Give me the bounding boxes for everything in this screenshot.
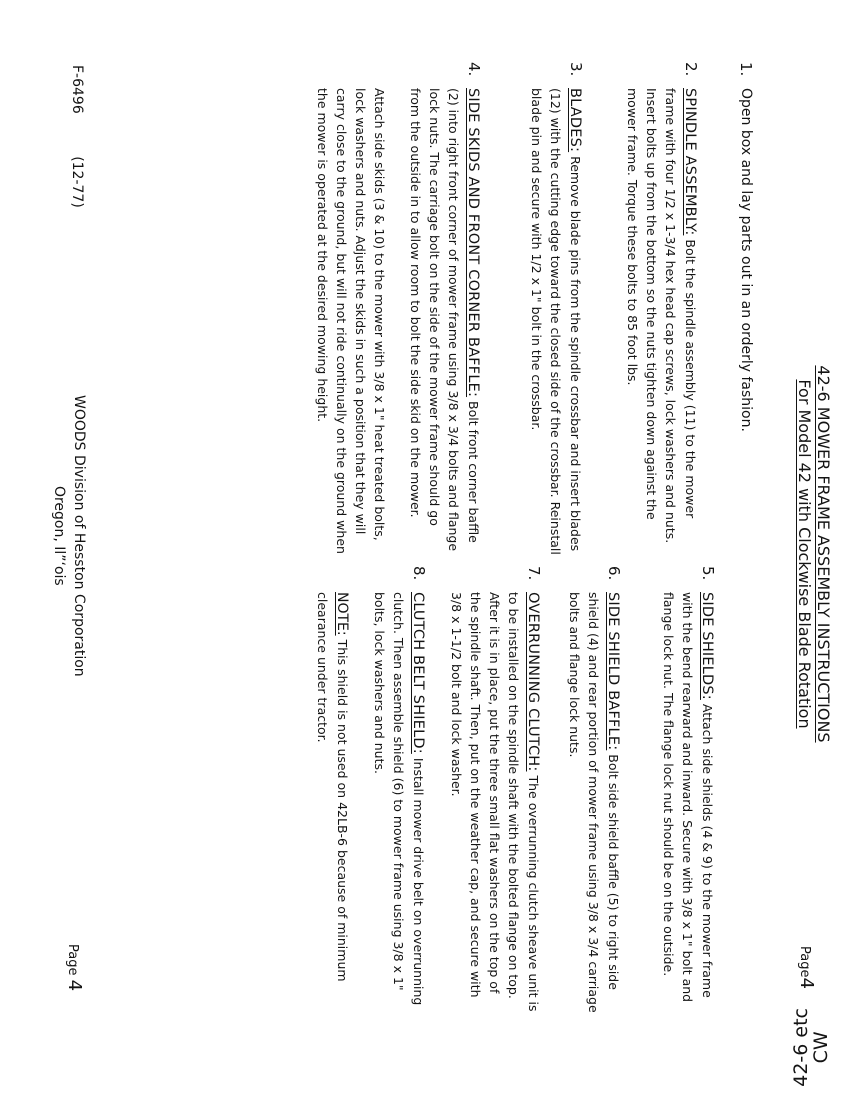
step-number: 3.	[567, 62, 585, 77]
step-text: Bolt front corner baffle (2) into right front corner of mower frame using 3/8 x 3/4 bolts and flange lock nuts. The carriage bolt on the side of the mower frame should go from the outside in to allow room to bolt the side skid on the mower.	[408, 88, 481, 552]
step-number: 7.	[525, 566, 543, 581]
title-line-1: 42-6 MOWER FRAME ASSEMBLY INSTRUCTIONS	[814, 365, 833, 743]
page-number-top	[796, 946, 817, 989]
step-text: Bolt side shield baffle (5) to right side shield (4) and rear portion of mower frame using 3/8 x 3/4 carriage bolts and flange lock nuts.	[567, 592, 621, 1013]
page-label: Page	[65, 944, 80, 976]
step-heading: SIDE SHIELDS:	[699, 592, 715, 700]
step-text-block	[623, 88, 700, 558]
form-number-footer	[69, 65, 85, 208]
step-text-block	[659, 592, 717, 1016]
step-paragraph-2: Attach side skids (3 & 10) to the mower with 3/8 x 1" heat treated bolts, lock washers and nuts. Adjust the skids in such a position that they will carry close to the ground, but will not ride continually on the ground when the mower is operated at the desired mowing height.	[315, 88, 387, 554]
company-footer	[49, 395, 89, 677]
document-title	[795, 0, 833, 1108]
note-heading: NOTE:	[334, 592, 350, 636]
step-text-block	[313, 88, 483, 558]
step-number: 6.	[605, 566, 623, 581]
model-code-line-2: CW	[810, 1031, 832, 1064]
title-line-2: For Model 42 with Clockwise Blade Rotation	[795, 379, 814, 729]
step-text: The overrunning clutch sheave unit is to be installed on the spindle shaft with the bolted flange on top. After it is in place, put the three small flat washers on the top of the spindle shaft. Then, put on the weather cap, and secure with 3/8 x 1-1/2 bolt and lock washer.	[449, 592, 541, 1012]
step-number: 1.	[737, 62, 755, 77]
note	[313, 592, 352, 1022]
step-text: Install mower drive belt on overrunning clutch. Then assemble shield (6) to mower frame using 3/8 x 1" bolts, lock washers and nuts.	[372, 592, 426, 1006]
page-number: 4	[796, 977, 817, 989]
step-heading: BLADES:	[567, 88, 583, 153]
step-text-block	[447, 592, 543, 1016]
step-text-block	[527, 88, 585, 558]
step-text-block	[370, 592, 428, 1016]
step-text: Open box and lay parts out in an orderly fashion.	[738, 88, 754, 432]
step-heading: SPINDLE ASSEMBLY:	[682, 88, 698, 236]
step-text: Attach side shields (4 & 9) to the mower frame with the bend rearward and inward. Secure with 3/8 x 1" bolt and flange lock nut. The flange lock nut should be on the outside.	[661, 592, 715, 1003]
step-heading: OVERRUNNING CLUTCH:	[525, 592, 541, 772]
page-number-bottom	[64, 944, 85, 991]
form-date: (12-77)	[69, 156, 85, 208]
step-number: 2.	[682, 62, 700, 77]
page-number: 4	[64, 979, 85, 992]
form-number: F-6496	[69, 65, 85, 114]
note-text: This shield is not used on 42LB-6 because of minimum clearance under tractor.	[315, 592, 350, 982]
step-number: 5.	[699, 566, 717, 581]
step-text-block	[565, 592, 623, 1016]
step-heading: SIDE SHIELD BAFFLE:	[605, 592, 621, 751]
page-label: Page	[797, 946, 812, 978]
step-text: Bolt the spindle assembly (11) to the mower frame with four 1/2 x 1-3/4 hex head cap screws, lock washers and nuts. Insert bolts up from the bottom so the nuts tighten down against the mower frame. Torque these bolts to 85 foot lbs.	[625, 88, 698, 544]
model-code-stamp	[791, 1008, 831, 1087]
step-heading: CLUTCH BELT SHIELD:	[410, 592, 426, 754]
step-number: 8.	[410, 566, 428, 581]
step-heading: SIDE SKIDS AND FRONT CORNER BAFFLE:	[465, 88, 481, 398]
step-number: 4.	[465, 62, 483, 77]
step-text: Remove blade pins from the spindle crossbar and insert blades (12) with the cutting edge toward the closed side of the crossbar. Reinstall blade pin and secure with 1/2 x 1" bolt in the crossbar.	[529, 88, 583, 555]
company-name: WOODS Division of Hesston Corporation	[71, 395, 87, 677]
company-location: Oregon, Il”‘ois	[51, 485, 67, 586]
model-code-line-1: 42-6 etc	[790, 1008, 812, 1087]
